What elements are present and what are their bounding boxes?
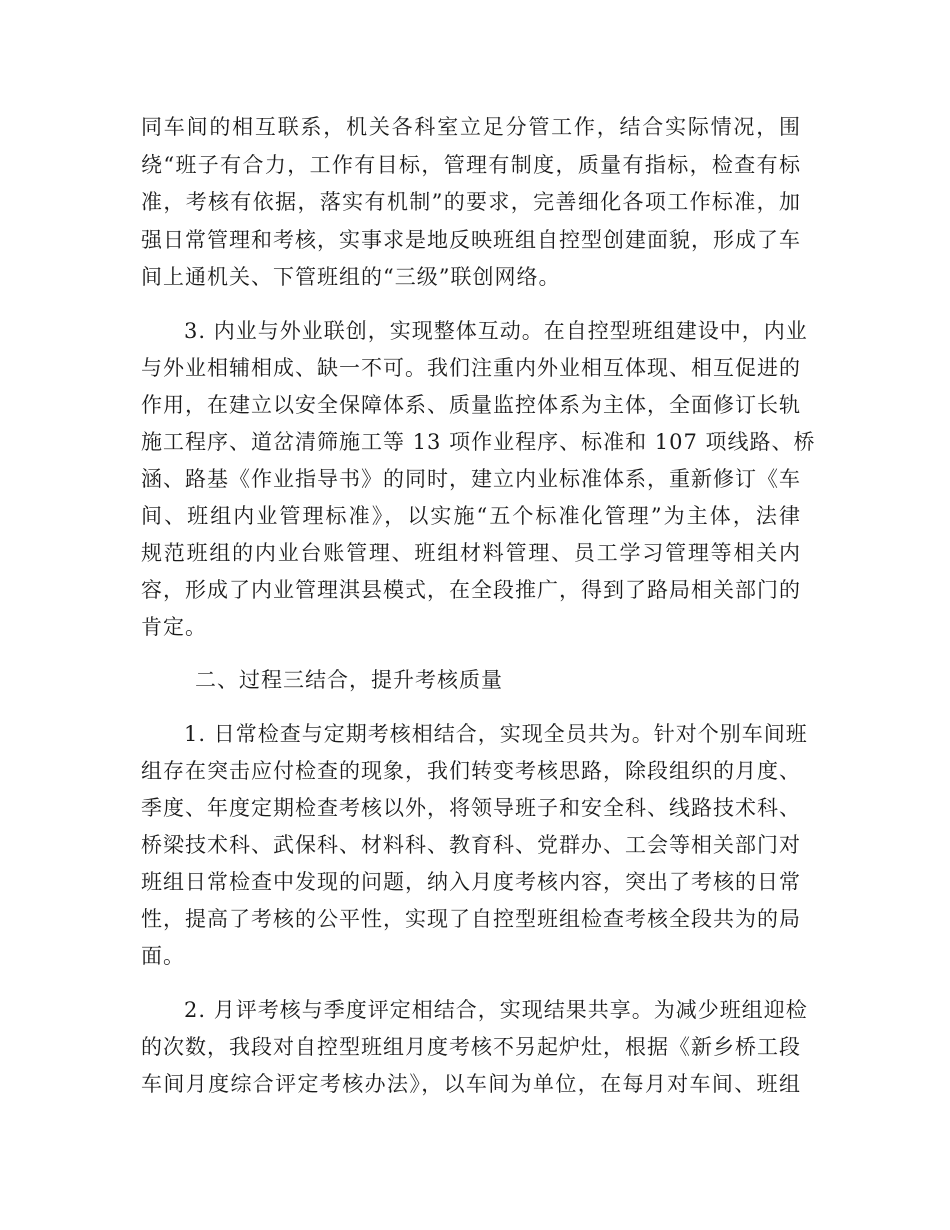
paragraph-line: 间上通机关、下管班组的“三级”联创网络。 [141, 265, 561, 289]
paragraph-line: 面。 [141, 944, 185, 968]
paragraph-line: 强日常管理和考核，实事求是地反映班组自控型创建面貌，形成了车 [141, 228, 801, 252]
paragraph-line: 桥梁技术科、武保科、材料科、教育科、党群办、工会等相关部门对 [141, 833, 801, 857]
paragraph-line: 准，考核有依据，落实有机制”的要求，完善细化各项工作标准，加 [141, 190, 801, 214]
paragraph-line: 3. 内业与外业联创，实现整体互动。在自控型班组建设中，内业 [184, 319, 808, 343]
paragraph-line: 性，提高了考核的公平性，实现了自控型班组检查考核全段共为的局 [141, 907, 801, 931]
paragraph-line: 同车间的相互联系，机关各科室立足分管工作，结合实际情况，围 [141, 115, 801, 139]
paragraph-line: 施工程序、道岔清筛施工等 13 项作业程序、标准和 107 项线路、桥 [141, 430, 816, 454]
paragraph-line: 的次数，我段对自控型班组月度考核不另起炉灶，根据《新乡桥工段 [141, 1035, 801, 1059]
paragraph-line: 规范班组的内业台账管理、班组材料管理、员工学习管理等相关内 [141, 541, 801, 565]
paragraph-line: 车间月度综合评定考核办法》，以车间为单位，在每月对车间、班组 [141, 1072, 801, 1096]
paragraph-line: 作用，在建立以安全保障体系、质量监控体系为主体，全面修订长轨 [141, 393, 801, 417]
paragraph-line: 与外业相辅相成、缺一不可。我们注重内外业相互体现、相互促进的 [141, 356, 801, 380]
paragraph-line: 间、班组内业管理标准》，以实施“五个标准化管理”为主体，法律 [141, 504, 801, 528]
paragraph-line: 容，形成了内业管理淇县模式，在全段推广，得到了路局相关部门的 [141, 578, 801, 602]
paragraph-line: 肯定。 [141, 615, 207, 639]
paragraph-line: 班组日常检查中发现的问题，纳入月度考核内容，突出了考核的日常 [141, 870, 801, 894]
paragraph-line: 绕“班子有合力，工作有目标，管理有制度，质量有指标，检查有标 [141, 153, 801, 177]
section-heading: 二、过程三结合，提升考核质量 [195, 668, 503, 692]
paragraph-line: 涵、路基《作业指导书》的同时，建立内业标准体系，重新修订《车 [141, 467, 801, 491]
paragraph-line: 1. 日常检查与定期考核相结合，实现全员共为。针对个别车间班 [184, 722, 808, 746]
paragraph-line: 组存在突击应付检查的现象，我们转变考核思路，除段组织的月度、 [141, 759, 801, 783]
paragraph-line: 季度、年度定期检查考核以外，将领导班子和安全科、线路技术科、 [141, 796, 801, 820]
paragraph-line: 2. 月评考核与季度评定相结合，实现结果共享。为减少班组迎检 [184, 998, 808, 1022]
